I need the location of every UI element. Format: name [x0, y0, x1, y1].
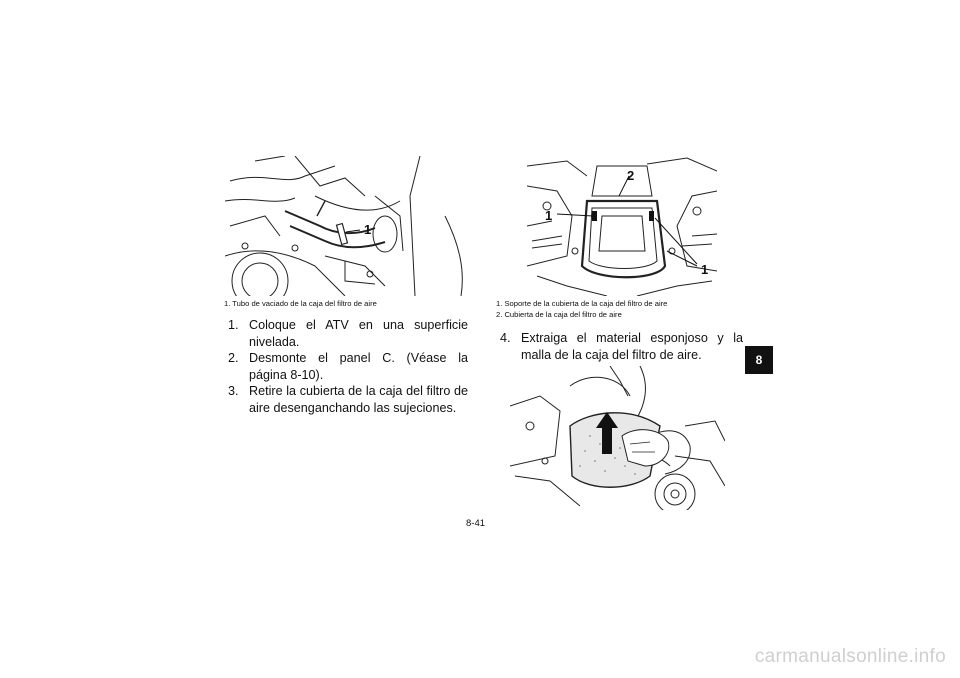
steps-right — [496, 330, 743, 363]
watermark: carmanualsonline.info — [754, 646, 946, 667]
step-number: 1. — [228, 318, 239, 332]
figure-foam-removal — [510, 366, 725, 510]
step-text: Retire la cubierta de la caja del filtro de aire desenganchando las sujeciones. — [249, 384, 468, 415]
step-number: 4. — [500, 331, 511, 345]
caption-item: 2. Cubierta de la caja del filtro de aire — [496, 310, 622, 319]
callout-1-left: 1 — [545, 208, 553, 223]
step-item — [224, 317, 468, 350]
chapter-tab: 8 — [745, 346, 773, 374]
drain-tube-illustration — [225, 156, 475, 296]
steps-left — [224, 317, 468, 416]
page-number: 8-41 — [466, 518, 486, 529]
step-item — [496, 330, 743, 363]
figure-2-caption — [496, 298, 667, 320]
figure-air-filter-case-cover — [527, 156, 717, 296]
step-text: Extraiga el material esponjoso y la malla de la caja del filtro de aire. — [521, 331, 743, 362]
figure-1-caption — [224, 298, 377, 309]
callout-2: 2 — [627, 168, 635, 183]
case-cover-illustration — [527, 156, 717, 296]
step-item — [224, 350, 468, 383]
step-item — [224, 383, 468, 416]
foam-removal-illustration — [510, 366, 725, 510]
callout-1: 1 — [364, 222, 372, 237]
step-text: Desmonte el panel C. (Véase la página 8-10). — [249, 351, 468, 382]
step-text: Coloque el ATV en una superficie nivelada. — [249, 318, 468, 349]
caption-item: 1. Tubo de vaciado de la caja del filtro de aire — [224, 299, 377, 308]
figure-air-box-drain-tube — [225, 156, 475, 296]
callout-1-right: 1 — [701, 262, 709, 277]
caption-item: 1. Soporte de la cubierta de la caja del filtro de aire — [496, 299, 668, 308]
step-number: 3. — [228, 384, 239, 398]
step-number: 2. — [228, 351, 239, 365]
